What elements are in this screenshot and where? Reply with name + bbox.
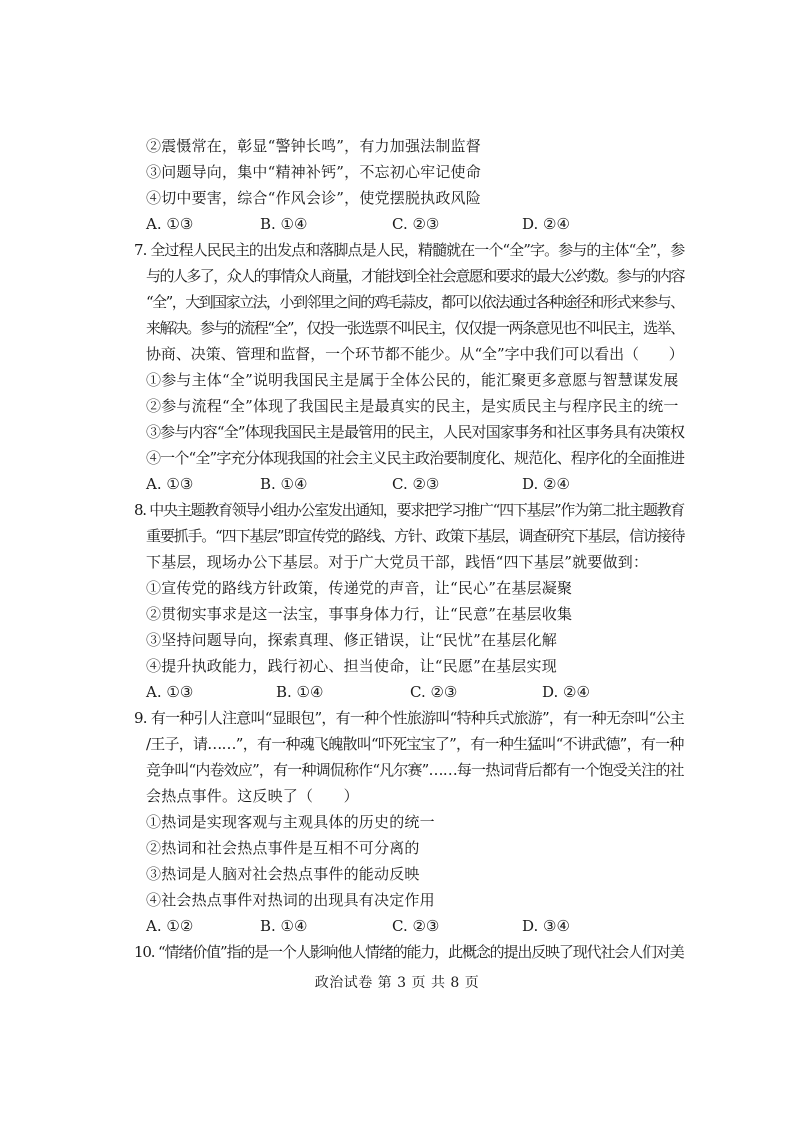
q7-statement-1: ①参与主体“全”说明我国民主是属于全体公民的，能汇聚更多意愿与智慧谋发展 <box>146 371 679 389</box>
q9-stem-line-3: 竞争叫“内卷效应”，有一种调侃称作“凡尔赛”……每一热词背后都有一个饱受关注的社 <box>146 761 684 779</box>
q7-stem-line-5: 协商、决策、管理和监督，一个环节都不能少。从“全”字中我们可以看出（ ） <box>146 345 684 363</box>
q6-statement-4: ④切中要害，综合“作风会诊”，使党摆脱执政风险 <box>146 189 481 207</box>
q7-stem-line-2: 与的人多了，众人的事情众人商量，才能找到全社会意愿和要求的最大公约数。参与的内容 <box>146 267 685 285</box>
q7-statement-2: ②参与流程“全”体现了我国民主是最真实的民主，是实质民主与程序民主的统一 <box>146 397 679 415</box>
q9-option-a[interactable]: A. ①② <box>146 917 194 935</box>
q10-stem-line-1: 10. “情绪价值”指的是一个人影响他人情绪的能力，此概念的提出反映了现代社会人们对美 <box>134 943 684 961</box>
q7-stem-line-1: 7. 全过程人民民主的出发点和落脚点是人民，精髓就在一个“全”字。参与的主体“全”，参 <box>134 241 685 259</box>
q8-option-a[interactable]: A. ①③ <box>146 683 194 701</box>
q7-stem-line-4: 来解决。参与的流程“全”，仅投一张选票不叫民主，仅仅提一两条意见也不叫民主，选举、 <box>146 319 684 337</box>
q8-statement-1: ①宣传党的路线方针政策，传递党的声音，让“民心”在基层凝聚 <box>146 579 573 597</box>
q8-option-c[interactable]: C. ②③ <box>410 683 458 701</box>
q8-statement-4: ④提升执政能力，践行初心、担当使命，让“民愿”在基层实现 <box>146 657 557 675</box>
q8-statement-2: ②贯彻实事求是这一法宝，事事身体力行，让“民意”在基层收集 <box>146 605 573 623</box>
q9-statement-1: ①热词是实现客观与主观具体的历史的统一 <box>146 813 435 831</box>
q7-stem-line-3: “全”，大到国家立法，小到邻里之间的鸡毛蒜皮，都可以依法通过各种途径和形式来参与、 <box>146 293 684 311</box>
q7-statement-3: ③参与内容“全”体现我国民主是最管用的民主，人民对国家事务和社区事务具有决策权 <box>146 423 685 441</box>
q9-statement-4: ④社会热点事件对热词的出现具有决定作用 <box>146 891 435 909</box>
q9-stem-line-4: 会热点事件。这反映了（ ） <box>146 787 359 805</box>
q9-option-c[interactable]: C. ②③ <box>392 917 440 935</box>
q6-option-a[interactable]: A. ①③ <box>146 215 194 233</box>
q6-statement-2: ②震慑常在，彰显“警钟长鸣”，有力加强法制监督 <box>146 137 481 155</box>
q6-statement-3: ③问题导向，集中“精神补钙”，不忘初心牢记使命 <box>146 163 481 181</box>
q7-option-d[interactable]: D. ②④ <box>522 475 570 493</box>
q6-option-d[interactable]: D. ②④ <box>522 215 570 233</box>
q8-stem-line-3: 下基层，现场办公下基层。对于广大党员干部，践悟“四下基层”就要做到： <box>146 553 649 571</box>
q7-option-b[interactable]: B. ①④ <box>260 475 308 493</box>
q8-option-d[interactable]: D. ②④ <box>542 683 590 701</box>
q7-option-a[interactable]: A. ①③ <box>146 475 194 493</box>
q6-options <box>146 214 606 234</box>
q7-option-c[interactable]: C. ②③ <box>392 475 440 493</box>
q9-options <box>146 916 606 936</box>
q9-option-d[interactable]: D. ③④ <box>522 917 570 935</box>
page-footer: 政治试卷 第 3 页 共 8 页 <box>314 975 480 991</box>
q8-stem-line-1: 8. 中央主题教育领导小组办公室发出通知，要求把学习推广“四下基层”作为第二批主题教育 <box>134 501 685 519</box>
q9-stem-line-2: /王子，请……”，有一种魂飞魄散叫“吓死宝宝了”，有一种生猛叫“不讲武德”，有一种 <box>146 735 684 753</box>
q9-statement-3: ③热词是人脑对社会热点事件的能动反映 <box>146 865 420 883</box>
q6-option-c[interactable]: C. ②③ <box>392 215 440 233</box>
q7-statement-4: ④一个“全”字充分体现我国的社会主义民主政治要制度化、规范化、程序化的全面推进 <box>146 449 685 467</box>
q9-statement-2: ②热词和社会热点事件是互相不可分离的 <box>146 839 420 857</box>
q8-option-b[interactable]: B. ①④ <box>276 683 324 701</box>
q8-statement-3: ③坚持问题导向，探索真理、修正错误，让“民忧”在基层化解 <box>146 631 557 649</box>
q8-options <box>146 682 606 702</box>
q6-option-b[interactable]: B. ①④ <box>260 215 308 233</box>
q8-stem-line-2: 重要抓手。“四下基层”即宣传党的路线、方针、政策下基层，调查研究下基层，信访接待 <box>146 527 685 545</box>
q9-option-b[interactable]: B. ①④ <box>260 917 308 935</box>
q9-stem-line-1: 9. 有一种引人注意叫“显眼包”，有一种个性旅游叫“特种兵式旅游”，有一种无奈叫“公主 <box>134 709 685 727</box>
q7-options <box>146 474 606 494</box>
